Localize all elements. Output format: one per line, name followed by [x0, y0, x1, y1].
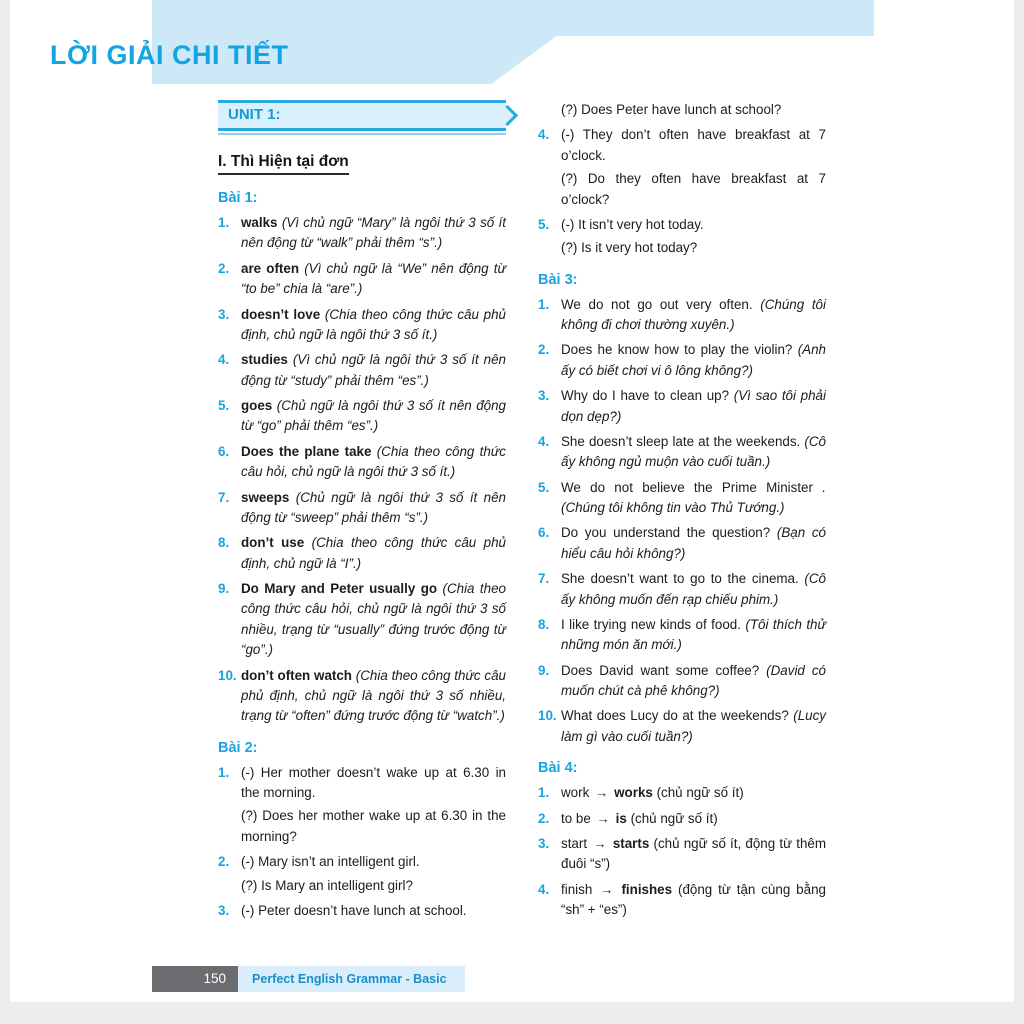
- item-text: [561, 125, 826, 210]
- conjugated-verb: is: [615, 810, 627, 826]
- item-number: 8.: [218, 535, 230, 551]
- item-text: [561, 386, 826, 427]
- negative-sentence: (-) Mary isn’t an intelligent girl.: [241, 854, 420, 870]
- item-number: 10.: [538, 708, 557, 724]
- vietnamese-translation: .(Chúng tôi không tin vào Thủ Tướng.): [561, 479, 826, 515]
- answer-item: [538, 340, 826, 381]
- answer-text: studies: [241, 352, 288, 368]
- answer-item-continued: [538, 100, 826, 120]
- item-number: 9.: [538, 662, 550, 678]
- english-sentence: She doesn’t want to go to the cinema.: [561, 571, 799, 587]
- answer-item: [218, 533, 506, 574]
- answer-item: [218, 259, 506, 300]
- item-number: 3.: [218, 902, 230, 918]
- question-sentence: (?) Do they often have breakfast at 7 o’clock?: [561, 171, 826, 207]
- vietnamese-translation: (Lucy làm gì vào cuối tuần?): [561, 708, 826, 744]
- item-number: 3.: [538, 835, 550, 851]
- item-text: [561, 834, 826, 875]
- base-verb: to be: [561, 810, 591, 826]
- exercise-label-bai3: Bài 3:: [538, 271, 578, 288]
- page-content: [218, 100, 826, 926]
- explanation-note: (Chia theo công thức câu hỏi, chủ ngữ là ngôi thứ 3 số ít.): [241, 443, 506, 480]
- explanation-note: (chủ ngữ số ít): [630, 810, 718, 826]
- answer-item: [538, 834, 826, 875]
- answer-item: [538, 809, 826, 829]
- vietnamese-translation: (Tôi thích thử những món ăn mới.): [561, 616, 826, 653]
- question-sentence: (?) Does Peter have lunch at school?: [561, 102, 782, 117]
- item-number: 6.: [218, 443, 230, 459]
- item-text: [561, 523, 826, 564]
- item-number: 8.: [538, 616, 550, 632]
- vietnamese-translation: (Vì sao tôi phải dọn dẹp?): [561, 388, 826, 424]
- english-sentence: What does Lucy do at the weekends?: [561, 708, 789, 724]
- item-number: 4.: [538, 881, 550, 897]
- answer-item: [538, 523, 826, 564]
- answer-text: walks: [241, 215, 278, 230]
- answer-item: [538, 569, 826, 610]
- item-number: 9.: [218, 581, 230, 596]
- item-text: [561, 100, 826, 120]
- explanation-note: (Chia theo công thức câu hỏi, chủ ngữ là ngôi thứ 3 số nhiều, trạng từ “usually” đứng trước động từ “go”.): [241, 581, 506, 658]
- answer-item: [538, 615, 826, 656]
- page-title: LỜI GIẢI CHI TIẾT: [50, 40, 289, 70]
- negative-sentence: (-) Peter doesn’t have lunch at school.: [241, 902, 467, 918]
- vietnamese-translation: (Chúng tôi không đi chơi thường xuyên.): [561, 296, 826, 332]
- base-verb: work: [561, 785, 590, 801]
- english-sentence: Do you understand the question?: [561, 525, 771, 541]
- base-verb: finish: [561, 881, 593, 897]
- item-text: [561, 880, 826, 921]
- answer-item: [218, 763, 506, 848]
- answer-item: [218, 666, 506, 727]
- explanation-note: (Chủ ngữ là ngôi thứ 3 số ít nên động từ “sweep” phải thêm “s”.): [241, 489, 506, 525]
- answer-text: goes: [241, 398, 273, 413]
- base-verb: start: [561, 835, 588, 851]
- answer-item: [218, 350, 506, 391]
- answer-item: [218, 901, 506, 921]
- arrow-icon: →: [596, 810, 610, 826]
- item-text: [241, 852, 506, 896]
- answer-item: [538, 880, 826, 921]
- item-number: 10.: [218, 667, 237, 683]
- question-sentence: (?) Is it very hot today?: [561, 240, 698, 256]
- explanation-note: (Chia theo công thức câu phủ định, chủ ngữ là ngôi thứ 3 số nhiều, trạng từ “often” đứng trước động từ “watch”.): [241, 667, 506, 724]
- item-number: 4.: [218, 352, 230, 368]
- item-text: [241, 213, 506, 254]
- english-sentence: Does he know how to play the violin?: [561, 342, 793, 358]
- book-page: [10, 0, 1014, 1002]
- item-number: 1.: [218, 764, 230, 780]
- item-number: 4.: [538, 127, 550, 143]
- question-sentence: (?) Is Mary an intelligent girl?: [241, 877, 413, 893]
- explanation-note: (chủ ngữ số ít, động từ thêm đuôi “s”): [561, 835, 826, 872]
- item-number: 1.: [538, 785, 550, 801]
- answer-item: [538, 478, 826, 519]
- item-text: [241, 488, 506, 529]
- question-sentence: (?) Does her mother wake up at 6.30 in the morning?: [241, 808, 506, 844]
- answer-text: doesn’t love: [241, 306, 321, 322]
- negative-sentence: (-) They don’t often have breakfast at 7 o’clock.: [561, 127, 826, 163]
- answer-text: Does the plane take: [241, 443, 372, 459]
- answer-item: [538, 215, 826, 259]
- answer-item: [538, 125, 826, 210]
- explanation-note: (chủ ngữ số ít): [656, 785, 744, 801]
- item-number: 7.: [538, 571, 550, 587]
- item-text: [241, 533, 506, 574]
- item-number: [538, 100, 561, 120]
- conjugated-verb: starts: [612, 835, 650, 851]
- item-text: [241, 350, 506, 391]
- exercise-label-bai1: Bài 1:: [218, 190, 258, 206]
- item-text: [561, 215, 826, 259]
- answer-item: [538, 783, 826, 803]
- item-text: [241, 901, 506, 921]
- item-text: [561, 809, 826, 829]
- unit-label: UNIT 1:: [228, 106, 281, 123]
- item-text: [561, 661, 826, 702]
- item-number: 3.: [218, 306, 230, 322]
- item-number: 6.: [538, 525, 550, 541]
- explanation-note: (động từ tận cùng bằng “sh” + “es”): [561, 881, 826, 917]
- answer-text: sweeps: [241, 489, 290, 505]
- answer-item: [218, 488, 506, 529]
- answer-item: [538, 295, 826, 336]
- page-footer: [152, 966, 465, 992]
- explanation-note: (Vì chủ ngữ “Mary” là ngôi thứ 3 số ít nên động từ “walk” phải thêm “s”.): [241, 215, 506, 251]
- answer-item: [218, 579, 506, 661]
- answer-item: [218, 442, 506, 483]
- vietnamese-translation: (Bạn có hiểu câu hỏi không?): [561, 525, 826, 561]
- item-number: 2.: [538, 342, 550, 358]
- item-text: [561, 569, 826, 610]
- page-number-badge: 150: [152, 966, 238, 992]
- item-text: [561, 432, 826, 473]
- item-number: 2.: [538, 810, 550, 826]
- item-text: [241, 259, 506, 300]
- item-text: [241, 666, 506, 727]
- item-number: 5.: [218, 398, 230, 413]
- item-text: [241, 579, 506, 661]
- unit-ribbon-end-icon: [497, 105, 518, 126]
- item-number: 5.: [538, 216, 550, 232]
- explanation-note: (Chủ ngữ là ngôi thứ 3 số ít nên động từ “go” phải thêm “es”.): [241, 398, 506, 434]
- exercise-label-bai4: Bài 4:: [538, 760, 578, 777]
- item-text: [561, 340, 826, 381]
- vietnamese-translation: (Anh ấy có biết chơi vi ô lông không?): [561, 342, 826, 378]
- vietnamese-translation: (David có muốn chút cà phê không?): [561, 662, 826, 698]
- item-text: [561, 706, 826, 747]
- answer-item: [218, 213, 506, 254]
- answer-item: [538, 661, 826, 702]
- item-number: 4.: [538, 433, 550, 449]
- english-sentence: Does David want some coffee?: [561, 662, 760, 678]
- item-text: [561, 295, 826, 336]
- vietnamese-translation: (Cô ấy không muốn đến rạp chiếu phim.): [561, 571, 826, 607]
- item-number: 3.: [538, 388, 550, 404]
- answer-item: [218, 305, 506, 346]
- item-text: [561, 783, 826, 803]
- answer-item: [538, 706, 826, 747]
- arrow-icon: →: [595, 785, 609, 801]
- answer-text: don’t use: [241, 535, 305, 551]
- negative-sentence: (-) It isn’t very hot today.: [561, 216, 704, 232]
- english-sentence: We do not believe the Prime Minister: [561, 479, 813, 495]
- english-sentence: I like trying new kinds of food.: [561, 616, 741, 632]
- item-number: 1.: [538, 296, 550, 312]
- item-text: [561, 615, 826, 656]
- item-number: 2.: [218, 260, 230, 276]
- item-text: [241, 396, 506, 437]
- item-text: [241, 763, 506, 848]
- unit-heading: [218, 100, 506, 131]
- left-column: [218, 100, 506, 926]
- conjugated-verb: finishes: [621, 881, 673, 897]
- book-title-strip: Perfect English Grammar - Basic: [238, 966, 465, 992]
- english-sentence: Why do I have to clean up?: [561, 388, 730, 404]
- right-column: [538, 100, 826, 926]
- item-text: [241, 305, 506, 346]
- arrow-icon: →: [593, 835, 607, 851]
- answer-text: Do Mary and Peter usually go: [241, 581, 438, 596]
- vietnamese-translation: (Cô ấy không ngủ muộn vào cuối tuần.): [561, 433, 826, 470]
- english-sentence: She doesn’t sleep late at the weekends.: [561, 433, 801, 449]
- negative-sentence: (-) Her mother doesn’t wake up at 6.30 in the morning.: [241, 764, 506, 800]
- answer-text: don’t often watch: [241, 667, 352, 683]
- item-text: [561, 478, 826, 519]
- item-number: 5.: [538, 479, 550, 495]
- item-text: [241, 442, 506, 483]
- answer-item: [538, 386, 826, 427]
- exercise-label-bai2: Bài 2:: [218, 739, 258, 756]
- answer-item: [218, 852, 506, 896]
- answer-item: [538, 432, 826, 473]
- conjugated-verb: works: [614, 785, 653, 801]
- item-number: 1.: [218, 215, 230, 230]
- explanation-note: (Chia theo công thức câu phủ định, chủ ngữ là “I”.): [241, 535, 506, 571]
- item-number: 2.: [218, 854, 230, 870]
- english-sentence: We do not go out very often.: [561, 296, 753, 312]
- answer-item: [218, 396, 506, 437]
- arrow-icon: →: [600, 881, 614, 897]
- answer-text: are often: [241, 260, 300, 276]
- explanation-note: (Vì chủ ngữ là “We” nên động từ “to be” chia là “are”.): [241, 260, 506, 297]
- explanation-note: (Vì chủ ngữ là ngôi thứ 3 số ít nên động từ “study” phải thêm “es”.): [241, 352, 506, 388]
- explanation-note: (Chia theo công thức câu phủ định, chủ ngữ là ngôi thứ 3 số ít.): [241, 306, 506, 342]
- item-number: 7.: [218, 489, 230, 505]
- section-heading: I. Thì Hiện tại đơn: [218, 153, 349, 175]
